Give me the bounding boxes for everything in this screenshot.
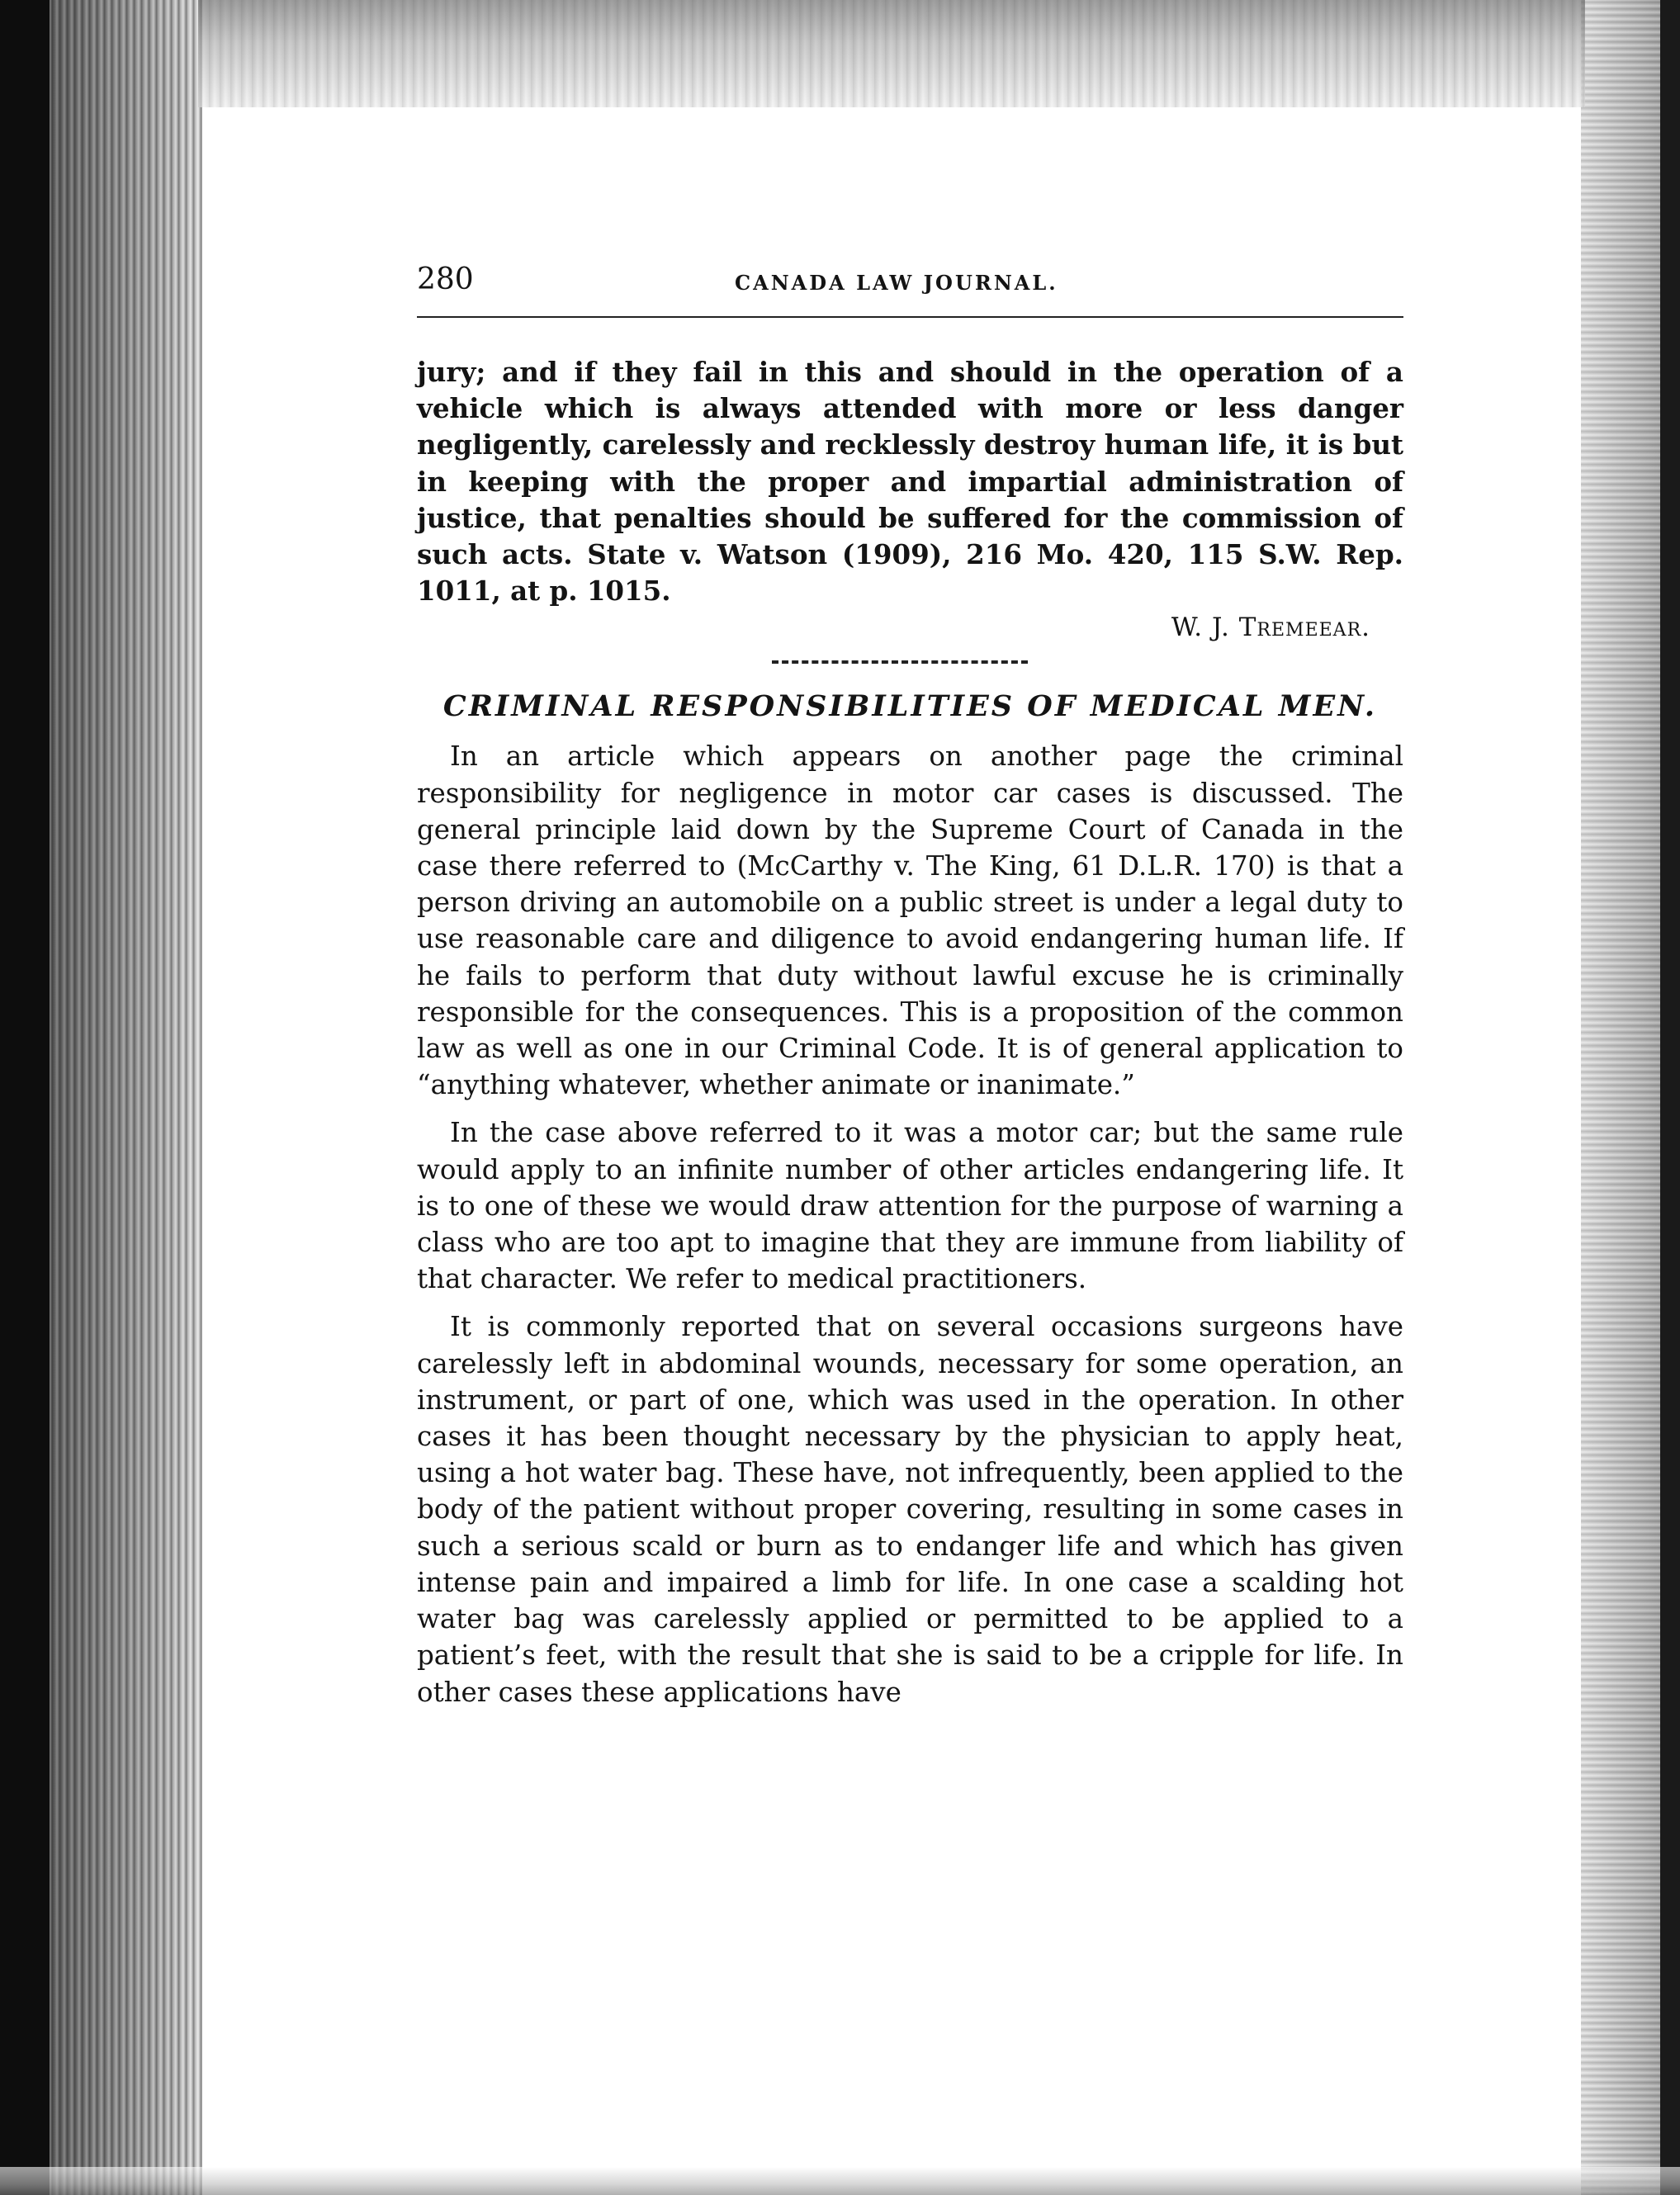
body-text <box>417 354 1403 1710</box>
section-divider <box>772 660 1028 664</box>
paragraph: In the case above referred to it was a motor car; but the same rule would apply to an infinite number of other articles endangering life. It is to one of these we would draw attention for the purpose of warning a class who are too apt to imagine that they are immune from liability of that character. We refer to medical practitioners. <box>417 1117 1403 1295</box>
paragraph: It is commonly reported that on several occasions surgeons have carelessly left in abdominal wounds, necessary for some operation, an instrument, or part of one, which was used in the operation. In other cases it has been thought necessary by the physician to apply heat, using a hot water bag. These have, not infrequently, been applied to the body of the patient without proper covering, resulting in some cases in such a serious scald or burn as to endanger life and which has given intense pain and impaired a limb for life. In one case a scalding hot water bag was carelessly applied or permitted to be applied to a patient’s feet, with the result that she is said to be a cripple for life. In other cases these applications have <box>417 1311 1403 1708</box>
page <box>417 260 1403 1710</box>
paragraph: In an article which appears on another page the criminal responsibility for negligence in motor car cases is discussed. The general principle laid down by the Supreme Court of Canada in the case there referred to (McCarthy v. The King, 61 D.L.R. 170) is that a person driving an automobile on a public street is under a legal duty to use reasonable care and diligence to avoid endangering human life. If he fails to perform that duty without lawful excuse he is criminally responsible for the consequences. This is a proposition of the common law as well as one in our Criminal Code. It is of general application to “anything whatever, whether animate or inanimate.” <box>417 740 1403 1101</box>
author-signature: W. J. Tremeear. <box>1171 613 1370 643</box>
section-body <box>417 738 1403 1710</box>
scan-edge-right <box>1660 0 1680 2195</box>
running-head <box>417 260 1403 308</box>
scan-edge-left <box>0 0 50 2195</box>
section-title: CRIMINAL RESPONSIBILITIES OF MEDICAL MEN. <box>442 689 1378 724</box>
continued-paragraph: jury; and if they fail in this and should in the operation of a vehicle which is always attended with more or less danger negligently, carelessly and recklessly destroy human life, it is but in keeping with the proper and impartial administration of justice, that penalties should be suffered for the commission of such acts. State v. Watson (1909), 216 Mo. 420, 115 S.W. Rep. 1011, at p. 1015. <box>417 356 1403 608</box>
journal-title: CANADA LAW JOURNAL. <box>735 271 1058 295</box>
page-number: 280 <box>417 263 474 296</box>
header-rule <box>417 316 1403 318</box>
scan-shadow-top <box>198 0 1585 107</box>
scan-shadow-bottom <box>0 2167 1680 2195</box>
